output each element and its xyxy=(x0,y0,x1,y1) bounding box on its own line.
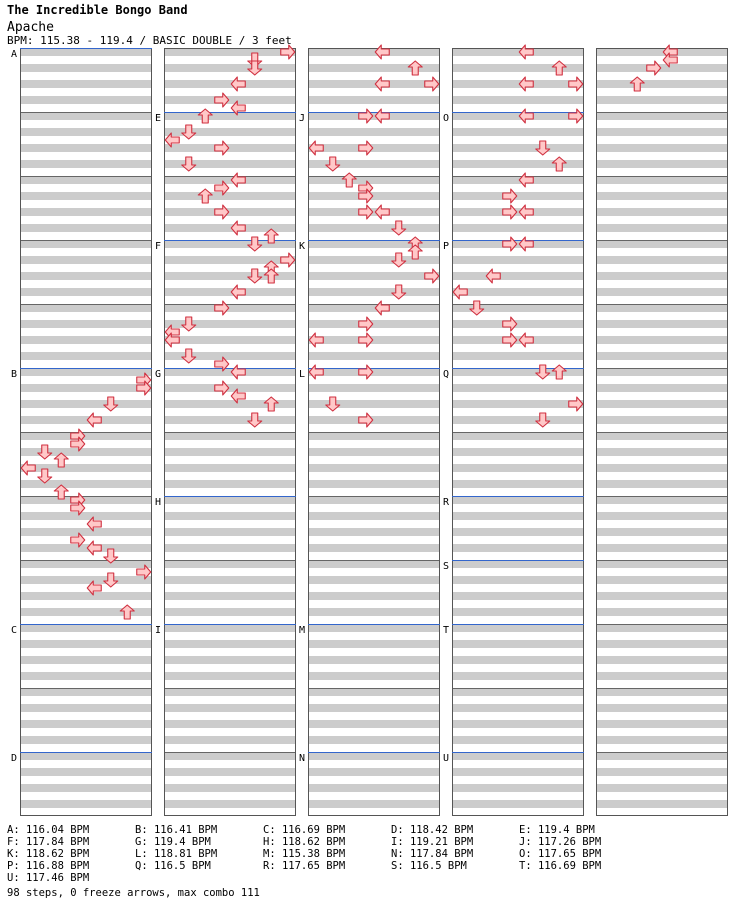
beat-stripe xyxy=(596,128,728,136)
beat-stripe xyxy=(20,656,152,664)
beat-stripe xyxy=(596,496,728,504)
beat-stripe xyxy=(164,736,296,744)
beat-stripe xyxy=(20,720,152,728)
beat-stripe xyxy=(452,512,584,520)
beat-stripe xyxy=(164,224,296,232)
beat-stripe xyxy=(164,416,296,424)
beat-stripe xyxy=(596,560,728,568)
beat-stripe xyxy=(164,496,296,504)
beat-stripe xyxy=(20,176,152,184)
beat-stripe xyxy=(308,256,440,264)
beat-stripe xyxy=(20,640,152,648)
beat-stripe xyxy=(164,464,296,472)
beat-stripe xyxy=(20,192,152,200)
beat-stripe xyxy=(20,544,152,552)
beat-stripe xyxy=(164,448,296,456)
beat-stripe xyxy=(164,800,296,808)
beat-stripe xyxy=(164,176,296,184)
beat-stripe xyxy=(596,64,728,72)
beat-stripe xyxy=(452,784,584,792)
beat-stripe xyxy=(20,672,152,680)
bpm-entry: D: 118.42 BPM xyxy=(391,824,474,836)
beat-stripe xyxy=(596,288,728,296)
bpm-entry: P: 116.88 BPM xyxy=(7,860,90,872)
section-label: N xyxy=(299,753,306,764)
bpm-entry: E: 119.4 BPM xyxy=(519,824,595,836)
beat-stripe xyxy=(308,80,440,88)
beat-stripe xyxy=(596,768,728,776)
beat-stripe xyxy=(20,48,152,56)
beat-stripe xyxy=(20,512,152,520)
beat-stripe xyxy=(164,768,296,776)
beat-stripe xyxy=(308,416,440,424)
section-label: C xyxy=(11,625,18,636)
beat-stripe xyxy=(164,608,296,616)
beat-stripe xyxy=(308,752,440,760)
beat-stripe xyxy=(308,96,440,104)
section-label: L xyxy=(299,369,306,380)
beat-stripe xyxy=(308,688,440,696)
beat-stripe xyxy=(20,496,152,504)
beat-stripe xyxy=(20,112,152,120)
beat-stripe xyxy=(308,608,440,616)
beat-stripe xyxy=(596,432,728,440)
bpm-entry: S: 116.5 BPM xyxy=(391,860,467,872)
beat-stripe xyxy=(164,96,296,104)
beat-stripe xyxy=(452,256,584,264)
beat-stripe xyxy=(20,704,152,712)
beat-stripe xyxy=(20,400,152,408)
beat-stripe xyxy=(308,512,440,520)
bpm-entry: O: 117.65 BPM xyxy=(519,848,602,860)
section-label: H xyxy=(155,497,162,508)
beat-stripe xyxy=(596,720,728,728)
beat-stripe xyxy=(308,384,440,392)
beat-stripe xyxy=(596,640,728,648)
beat-stripe xyxy=(164,432,296,440)
beat-stripe xyxy=(20,320,152,328)
bpm-entry: L: 118.81 BPM xyxy=(135,848,218,860)
beat-stripe xyxy=(452,384,584,392)
section-label: Q xyxy=(443,369,450,380)
beat-stripe xyxy=(164,784,296,792)
beat-stripe xyxy=(20,240,152,248)
section-label: D xyxy=(11,753,18,764)
beat-stripe xyxy=(20,528,152,536)
beat-stripe xyxy=(452,80,584,88)
beat-stripe xyxy=(20,368,152,376)
beat-stripe xyxy=(596,656,728,664)
beat-stripe xyxy=(308,272,440,280)
beat-stripe xyxy=(164,384,296,392)
beat-stripe xyxy=(596,256,728,264)
beat-stripe xyxy=(20,352,152,360)
beat-stripe xyxy=(596,80,728,88)
beat-stripe xyxy=(164,144,296,152)
chart-summary: 98 steps, 0 freeze arrows, max combo 111 xyxy=(7,887,260,899)
beat-stripe xyxy=(164,624,296,632)
beat-stripe xyxy=(308,480,440,488)
beat-stripe xyxy=(596,544,728,552)
beat-stripe xyxy=(596,160,728,168)
beat-stripe xyxy=(308,192,440,200)
beat-stripe xyxy=(596,304,728,312)
beat-stripe xyxy=(596,368,728,376)
section-label: R xyxy=(443,497,450,508)
beat-stripe xyxy=(452,544,584,552)
beat-stripe xyxy=(164,256,296,264)
beat-stripe xyxy=(596,48,728,56)
song-title: Apache xyxy=(7,20,54,35)
bpm-entry: Q: 116.5 BPM xyxy=(135,860,211,872)
beat-stripe xyxy=(596,192,728,200)
beat-stripe xyxy=(452,800,584,808)
section-label: A xyxy=(11,49,18,60)
beat-stripe xyxy=(164,192,296,200)
beat-stripe xyxy=(308,800,440,808)
beat-stripe xyxy=(164,208,296,216)
beat-stripe xyxy=(452,752,584,760)
bpm-entry: J: 117.26 BPM xyxy=(519,836,602,848)
beat-stripe xyxy=(164,64,296,72)
beat-stripe xyxy=(596,480,728,488)
beat-stripe xyxy=(164,48,296,56)
beat-stripe xyxy=(452,464,584,472)
beat-stripe xyxy=(308,736,440,744)
bpm-entry: B: 116.41 BPM xyxy=(135,824,218,836)
beat-stripe xyxy=(596,112,728,120)
bpm-entry: G: 119.4 BPM xyxy=(135,836,211,848)
beat-stripe xyxy=(308,624,440,632)
beat-stripe xyxy=(452,96,584,104)
beat-stripe xyxy=(20,752,152,760)
beat-stripe xyxy=(20,432,152,440)
beat-stripe xyxy=(596,272,728,280)
beat-stripe xyxy=(20,272,152,280)
beat-stripe xyxy=(20,256,152,264)
beat-stripe xyxy=(596,608,728,616)
beat-stripe xyxy=(164,240,296,248)
beat-stripe xyxy=(20,688,152,696)
beat-stripe xyxy=(164,288,296,296)
beat-stripe xyxy=(596,672,728,680)
beat-stripe xyxy=(164,704,296,712)
beat-stripe xyxy=(452,320,584,328)
beat-stripe xyxy=(596,224,728,232)
section-label: M xyxy=(299,625,306,636)
beat-stripe xyxy=(20,384,152,392)
beat-stripe xyxy=(596,800,728,808)
beat-stripe xyxy=(596,352,728,360)
beat-stripe xyxy=(596,176,728,184)
beat-stripe xyxy=(308,208,440,216)
beat-stripe xyxy=(452,224,584,232)
beat-stripe xyxy=(452,624,584,632)
beat-stripe xyxy=(20,784,152,792)
beat-stripe xyxy=(596,752,728,760)
beat-stripe xyxy=(308,704,440,712)
beat-stripe xyxy=(20,144,152,152)
beat-stripe xyxy=(452,48,584,56)
beat-stripe xyxy=(164,560,296,568)
bpm-entry: I: 119.21 BPM xyxy=(391,836,474,848)
section-label: B xyxy=(11,369,18,380)
beat-stripe xyxy=(596,448,728,456)
beat-stripe xyxy=(20,768,152,776)
beat-stripe xyxy=(452,176,584,184)
beat-stripe xyxy=(596,400,728,408)
beat-stripe xyxy=(308,496,440,504)
beat-stripe xyxy=(308,128,440,136)
beat-stripe xyxy=(164,80,296,88)
beat-stripe xyxy=(20,464,152,472)
beat-stripe xyxy=(308,720,440,728)
beat-stripe xyxy=(452,448,584,456)
beat-stripe xyxy=(596,384,728,392)
section-label: G xyxy=(155,369,162,380)
beat-stripe xyxy=(596,240,728,248)
beat-stripe xyxy=(308,528,440,536)
beat-stripe xyxy=(452,128,584,136)
beat-stripe xyxy=(452,272,584,280)
song-artist: The Incredible Bongo Band xyxy=(7,3,188,17)
bpm-entry: H: 118.62 BPM xyxy=(263,836,346,848)
beat-stripe xyxy=(308,768,440,776)
beat-stripe xyxy=(596,96,728,104)
beat-stripe xyxy=(164,688,296,696)
chart-info: BPM: 115.38 - 119.4 / BASIC DOUBLE / 3 feet xyxy=(7,34,292,47)
beat-stripe xyxy=(596,688,728,696)
beat-stripe xyxy=(164,672,296,680)
beat-stripe xyxy=(308,672,440,680)
beat-stripe xyxy=(596,208,728,216)
bpm-entry: F: 117.84 BPM xyxy=(7,836,90,848)
section-label: F xyxy=(155,241,162,252)
beat-stripe xyxy=(20,560,152,568)
bpm-entry: U: 117.46 BPM xyxy=(7,872,90,884)
beat-stripe xyxy=(596,592,728,600)
beat-stripe xyxy=(308,112,440,120)
beat-stripe xyxy=(452,592,584,600)
bpm-entry: C: 116.69 BPM xyxy=(263,824,346,836)
beat-stripe xyxy=(308,368,440,376)
beat-stripe xyxy=(596,736,728,744)
bpm-entry: T: 116.69 BPM xyxy=(519,860,602,872)
beat-stripe xyxy=(596,624,728,632)
beat-stripe xyxy=(308,592,440,600)
beat-stripe xyxy=(452,144,584,152)
beat-stripe xyxy=(308,576,440,584)
beat-stripe xyxy=(596,576,728,584)
beat-stripe xyxy=(452,192,584,200)
beat-stripe xyxy=(164,592,296,600)
beat-stripe xyxy=(20,304,152,312)
beat-stripe xyxy=(452,112,584,120)
beat-stripe xyxy=(164,304,296,312)
beat-stripe xyxy=(452,208,584,216)
beat-stripe xyxy=(308,784,440,792)
beat-stripe xyxy=(596,704,728,712)
beat-stripe xyxy=(20,128,152,136)
beat-stripe xyxy=(596,464,728,472)
beat-stripe xyxy=(308,448,440,456)
bpm-entry: N: 117.84 BPM xyxy=(391,848,474,860)
beat-stripe xyxy=(20,160,152,168)
beat-stripe xyxy=(20,576,152,584)
beat-stripe xyxy=(308,352,440,360)
beat-stripe xyxy=(596,512,728,520)
beat-stripe xyxy=(164,336,296,344)
beat-stripe xyxy=(308,48,440,56)
beat-stripe xyxy=(452,400,584,408)
section-label: K xyxy=(299,241,306,252)
beat-stripe xyxy=(308,304,440,312)
beat-stripe xyxy=(20,224,152,232)
beat-stripe xyxy=(452,688,584,696)
beat-stripe xyxy=(452,528,584,536)
beat-stripe xyxy=(164,368,296,376)
beat-stripe xyxy=(308,224,440,232)
beat-stripe xyxy=(452,416,584,424)
beat-stripe xyxy=(452,640,584,648)
beat-stripe xyxy=(308,176,440,184)
bpm-entry: A: 116.04 BPM xyxy=(7,824,90,836)
beat-stripe xyxy=(452,704,584,712)
beat-stripe xyxy=(20,416,152,424)
section-label: T xyxy=(443,625,450,636)
section-label: P xyxy=(443,241,450,252)
beat-stripe xyxy=(452,336,584,344)
beat-stripe xyxy=(164,576,296,584)
beat-stripe xyxy=(452,576,584,584)
beat-stripe xyxy=(452,656,584,664)
beat-stripe xyxy=(308,288,440,296)
beat-stripe xyxy=(452,672,584,680)
beat-stripe xyxy=(452,480,584,488)
beat-stripe xyxy=(308,640,440,648)
beat-stripe xyxy=(308,432,440,440)
beat-stripe xyxy=(308,560,440,568)
bpm-entry: K: 118.62 BPM xyxy=(7,848,90,860)
beat-stripe xyxy=(596,336,728,344)
beat-stripe xyxy=(452,608,584,616)
beat-stripe xyxy=(596,416,728,424)
bpm-entry: R: 117.65 BPM xyxy=(263,860,346,872)
beat-stripe xyxy=(452,240,584,248)
section-label: S xyxy=(443,561,450,572)
beat-stripe xyxy=(308,464,440,472)
beat-stripe xyxy=(596,528,728,536)
beat-stripe xyxy=(20,288,152,296)
beat-stripe xyxy=(452,768,584,776)
beat-stripe xyxy=(164,512,296,520)
beat-stripe xyxy=(308,336,440,344)
beat-stripe xyxy=(452,496,584,504)
beat-stripe xyxy=(596,784,728,792)
beat-stripe xyxy=(596,144,728,152)
beat-stripe xyxy=(20,592,152,600)
beat-stripe xyxy=(164,112,296,120)
beat-stripe xyxy=(20,208,152,216)
beat-stripe xyxy=(164,720,296,728)
section-label: I xyxy=(155,625,162,636)
section-label: E xyxy=(155,113,162,124)
beat-stripe xyxy=(308,656,440,664)
beat-stripe xyxy=(308,320,440,328)
bpm-entry: M: 115.38 BPM xyxy=(263,848,346,860)
beat-stripe xyxy=(452,352,584,360)
beat-stripe xyxy=(20,96,152,104)
beat-stripe xyxy=(452,736,584,744)
beat-stripe xyxy=(20,736,152,744)
beat-stripe xyxy=(164,752,296,760)
beat-stripe xyxy=(596,320,728,328)
beat-stripe xyxy=(20,64,152,72)
beat-stripe xyxy=(20,80,152,88)
section-label: J xyxy=(299,113,306,124)
section-label: O xyxy=(443,113,450,124)
section-label: U xyxy=(443,753,450,764)
beat-stripe xyxy=(164,656,296,664)
beat-stripe xyxy=(164,528,296,536)
beat-stripe xyxy=(452,720,584,728)
beat-stripe xyxy=(164,640,296,648)
beat-stripe xyxy=(164,480,296,488)
beat-stripe xyxy=(20,480,152,488)
beat-stripe xyxy=(20,800,152,808)
beat-stripe xyxy=(308,144,440,152)
beat-stripe xyxy=(452,288,584,296)
beat-stripe xyxy=(164,544,296,552)
beat-stripe xyxy=(20,624,152,632)
beat-stripe xyxy=(452,432,584,440)
beat-stripe xyxy=(20,336,152,344)
beat-stripe xyxy=(452,560,584,568)
beat-stripe xyxy=(308,544,440,552)
